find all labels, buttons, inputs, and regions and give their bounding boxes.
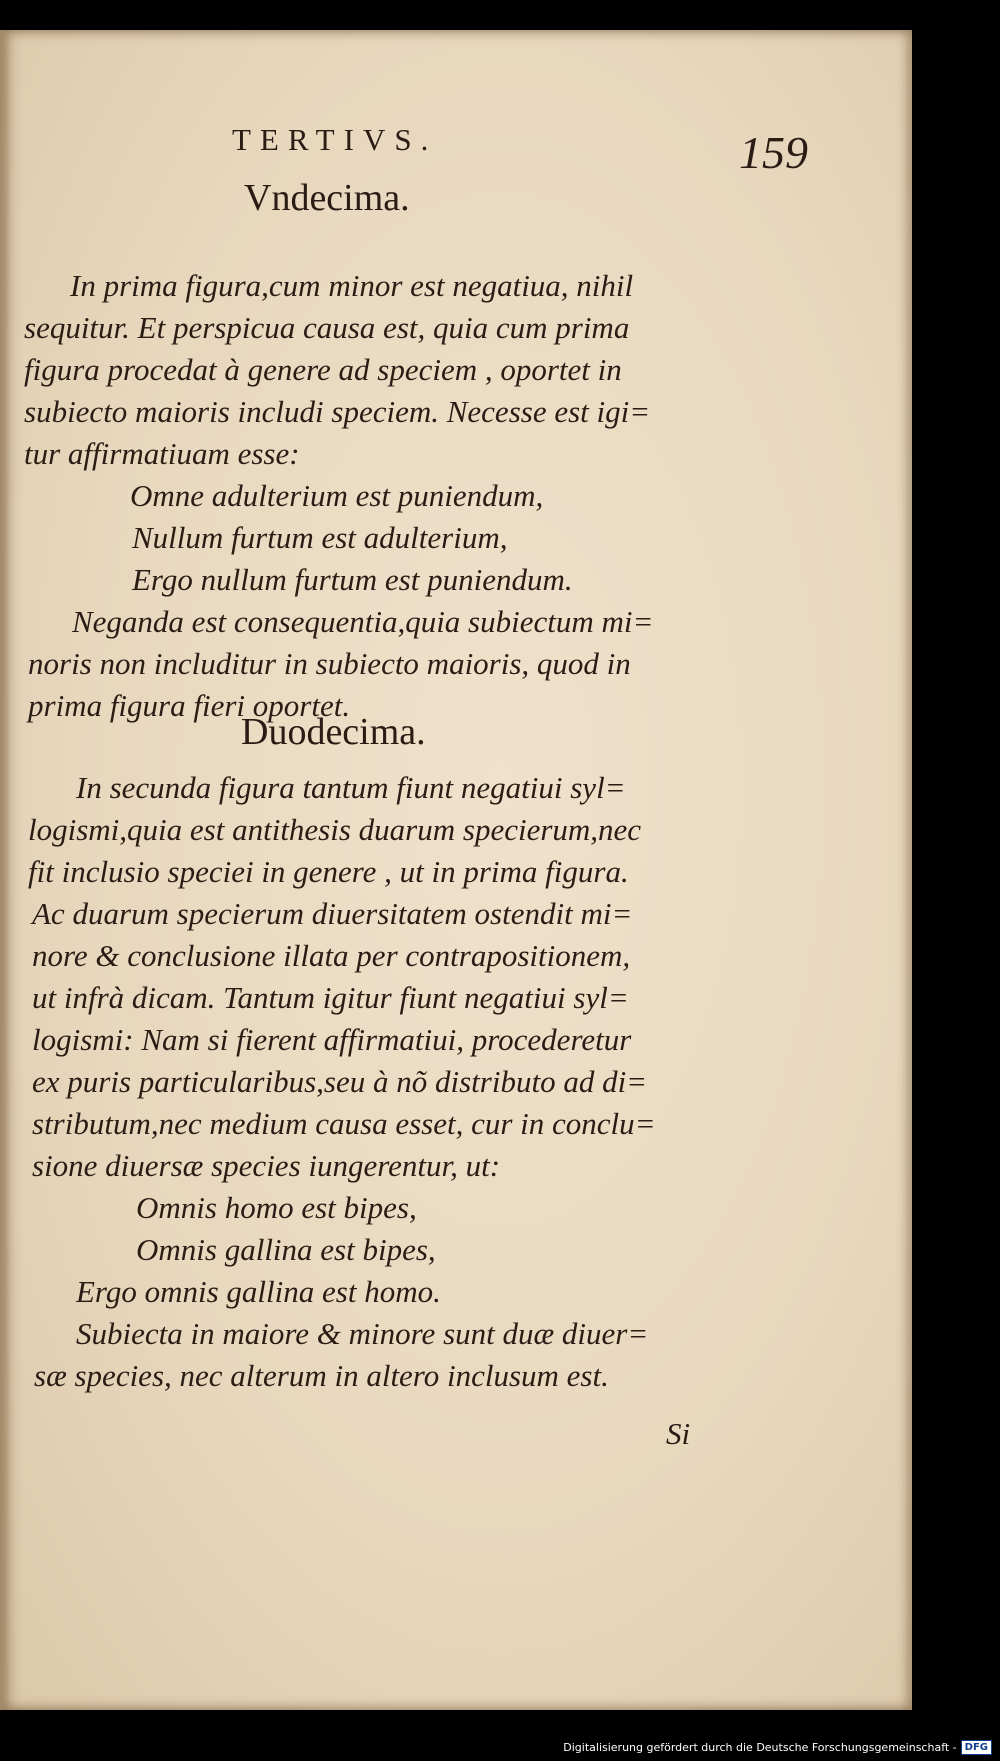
digitization-credit — [563, 1740, 992, 1755]
catchword: Si — [666, 1416, 691, 1451]
text-line: logismi,quia est antithesis duarum specierum,nec — [28, 812, 642, 847]
text-line: nore & conclusione illata per contrapositionem, — [32, 938, 631, 973]
text-line: ut infrà dicam. Tantum igitur fiunt negatiui syl= — [32, 980, 629, 1015]
text-line: ex puris particularibus,seu à nõ distributo ad di= — [32, 1064, 648, 1099]
section-heading-duodecima: Duodecima. — [241, 711, 426, 753]
book-page — [0, 30, 912, 1710]
text-line: subiecto maioris includi speciem. Necesse est igi= — [24, 394, 651, 429]
text-line: Subiecta in maiore & minore sunt duæ diuer= — [76, 1316, 649, 1351]
text-line: Neganda est consequentia,quia subiectum mi= — [72, 604, 654, 639]
text-line: sequitur. Et perspicua causa est, quia cum prima — [24, 310, 630, 345]
text-line: Ergo omnis gallina est homo. — [76, 1274, 441, 1309]
dfg-logo: DFG — [961, 1740, 992, 1755]
page-number: 159 — [739, 127, 808, 178]
page-gutter-shadow — [0, 30, 10, 1710]
text-line: logismi: Nam si fierent affirmatiui, procederetur — [32, 1022, 632, 1057]
text-line: Omnis gallina est bipes, — [136, 1232, 436, 1267]
text-line: In prima figura,cum minor est negatiua, nihil — [70, 268, 634, 303]
text-line: noris non includitur in subiecto maioris, quod in — [28, 646, 631, 681]
text-line: stributum,nec medium causa esset, cur in conclu= — [32, 1106, 656, 1141]
text-line: sione diuersæ species iungerentur, ut: — [32, 1148, 501, 1183]
text-line: In secunda figura tantum fiunt negatiui syl= — [76, 770, 626, 805]
running-head: TERTIVS. — [232, 122, 438, 157]
text-line: Omne adulterium est puniendum, — [130, 478, 544, 513]
section-heading-undecima: Vndecima. — [244, 177, 410, 219]
text-line: fit inclusio speciei in genere , ut in prima figura. — [28, 854, 629, 889]
text-line: Omnis homo est bipes, — [136, 1190, 417, 1225]
credit-text: Digitalisierung gefördert durch die Deutsche Forschungsgemeinschaft - — [563, 1741, 957, 1754]
text-line: Ac duarum specierum diuersitatem ostendit mi= — [32, 896, 633, 931]
text-line: figura procedat à genere ad speciem , oportet in — [24, 352, 622, 387]
text-line: tur affirmatiuam esse: — [24, 436, 300, 471]
text-line: Ergo nullum furtum est puniendum. — [132, 562, 573, 597]
text-line: sæ species, nec alterum in altero inclusum est. — [34, 1358, 609, 1393]
text-line: prima figura fieri oportet. — [28, 688, 351, 723]
text-line: Nullum furtum est adulterium, — [132, 520, 508, 555]
